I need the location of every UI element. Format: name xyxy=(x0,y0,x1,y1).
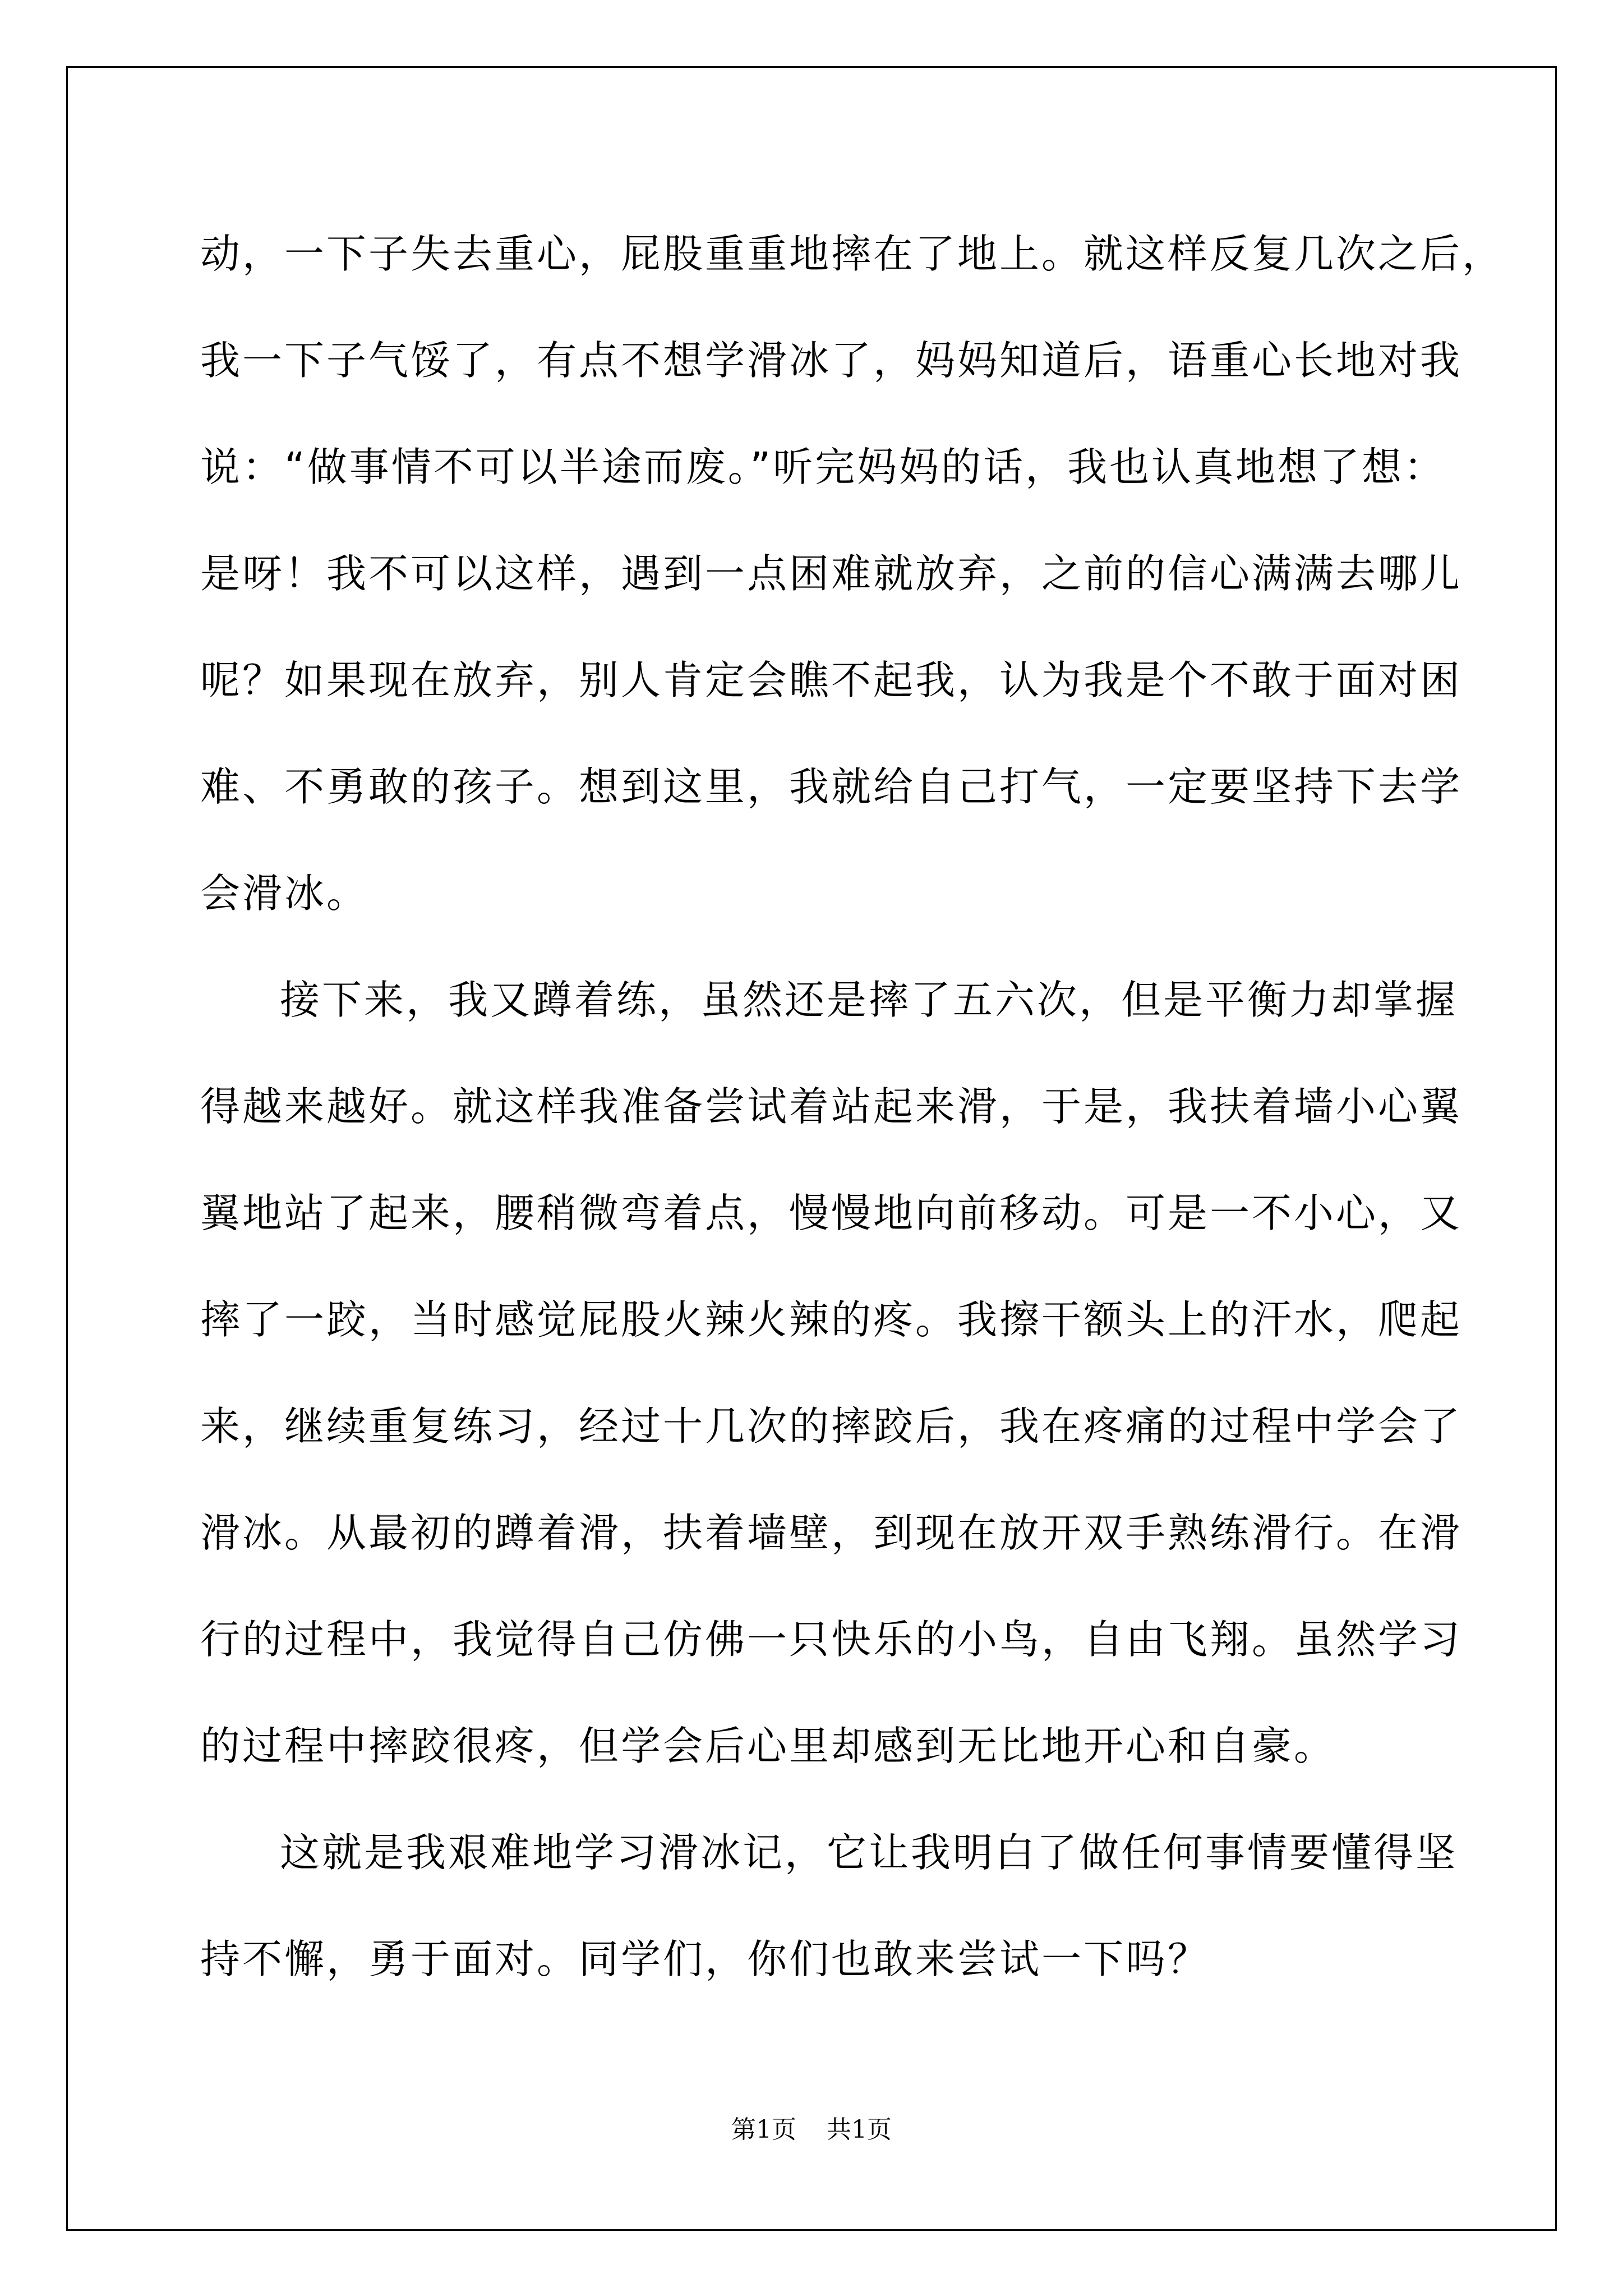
page-footer xyxy=(0,2109,1623,2145)
page-number: 第1页 xyxy=(731,2115,796,2144)
text-line: 会滑冰。 xyxy=(200,870,369,917)
paragraph-first-line: 这就是我艰难地学习滑冰记，它让我明白了做任何事情要懂得坚 xyxy=(280,1829,1458,1876)
text-line: 说：“做事情不可以半途而废。”听完妈妈的话，我也认真地想了想： xyxy=(200,444,1446,490)
text-line: 翼地站了起来，腰稍微弯着点，慢慢地向前移动。可是一不小心，又 xyxy=(200,1190,1463,1236)
text-line: 行的过程中，我觉得自己仿佛一只快乐的小鸟，自由飞翔。虽然学习 xyxy=(200,1616,1463,1663)
text-line: 我一下子气馁了，有点不想学滑冰了，妈妈知道后，语重心长地对我 xyxy=(200,337,1463,384)
paragraph-first-line: 接下来，我又蹲着练，虽然还是摔了五六次，但是平衡力却掌握 xyxy=(280,977,1458,1023)
text-line: 得越来越好。就这样我准备尝试着站起来滑，于是，我扶着墙小心翼 xyxy=(200,1083,1463,1130)
text-line: 来，继续重复练习，经过十几次的摔跤后，我在疼痛的过程中学会了 xyxy=(200,1403,1463,1450)
text-line: 的过程中摔跤很疼，但学会后心里却感到无比地开心和自豪。 xyxy=(200,1723,1336,1769)
text-line: 动，一下子失去重心，屁股重重地摔在了地上。就这样反复几次之后， xyxy=(200,231,1505,277)
document-body xyxy=(200,201,1505,2013)
text-line: 摔了一跤，当时感觉屁股火辣火辣的疼。我擦干额头上的汗水，爬起 xyxy=(200,1296,1463,1343)
page-total: 共1页 xyxy=(827,2115,892,2144)
text-line: 持不懈，勇于面对。同学们，你们也敢来尝试一下吗？ xyxy=(200,1936,1210,1982)
text-line: 呢？如果现在放弃，别人肯定会瞧不起我，认为我是个不敢于面对困 xyxy=(200,657,1463,703)
text-line: 是呀！我不可以这样，遇到一点困难就放弃，之前的信心满满去哪儿 xyxy=(200,550,1463,597)
text-line: 难、不勇敢的孩子。想到这里，我就给自己打气，一定要坚持下去学 xyxy=(200,763,1463,810)
text-line: 滑冰。从最初的蹲着滑，扶着墙壁，到现在放开双手熟练滑行。在滑 xyxy=(200,1510,1463,1556)
